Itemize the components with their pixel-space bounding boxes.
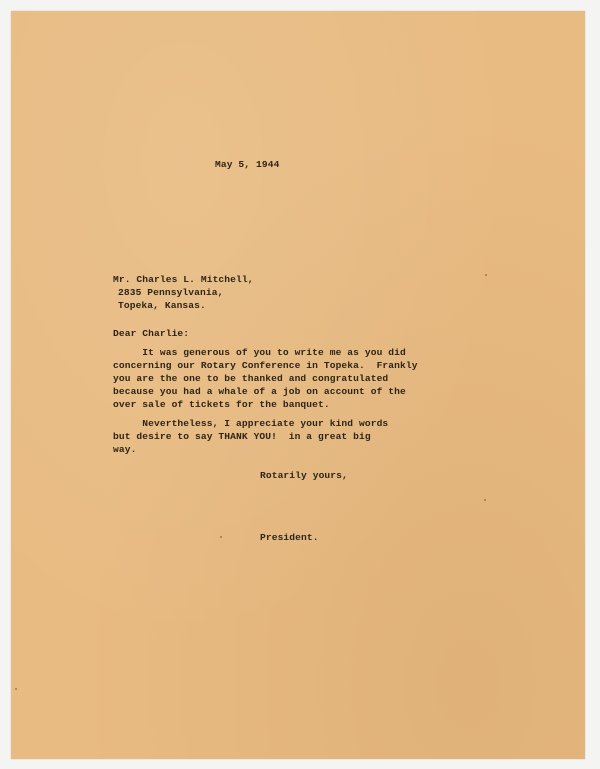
paper-speck (220, 536, 222, 538)
paragraph-1-line: because you had a whale of a job on account of the (113, 386, 406, 397)
paragraph-2-line: but desire to say THANK YOU! in a great big (113, 431, 371, 442)
paragraph-1-line: you are the one to be thanked and congratulated (113, 373, 389, 384)
recipient-name: Mr. Charles L. Mitchell, (113, 274, 254, 285)
recipient-city: Topeka, Kansas. (118, 300, 206, 311)
paragraph-1-line: over sale of tickets for the banquet. (113, 399, 330, 410)
paragraph-2-line: way. (113, 444, 137, 455)
signature-title: President. (260, 532, 319, 543)
recipient-street: 2835 Pennsylvania, (118, 287, 224, 298)
paper-speck (15, 688, 17, 690)
paragraph-1-line: It was generous of you to write me as you did (113, 347, 406, 358)
paper-speck (484, 499, 486, 501)
salutation: Dear Charlie: (113, 328, 190, 339)
paragraph-2-line: Nevertheless, I appreciate your kind words (113, 418, 389, 429)
paper-speck (485, 274, 487, 276)
closing: Rotarily yours, (260, 470, 348, 481)
letter-page (11, 11, 585, 759)
letter-date: May 5, 1944 (215, 159, 280, 170)
paragraph-1-line: concerning our Rotary Conference in Topeka. Frankly (113, 360, 418, 371)
